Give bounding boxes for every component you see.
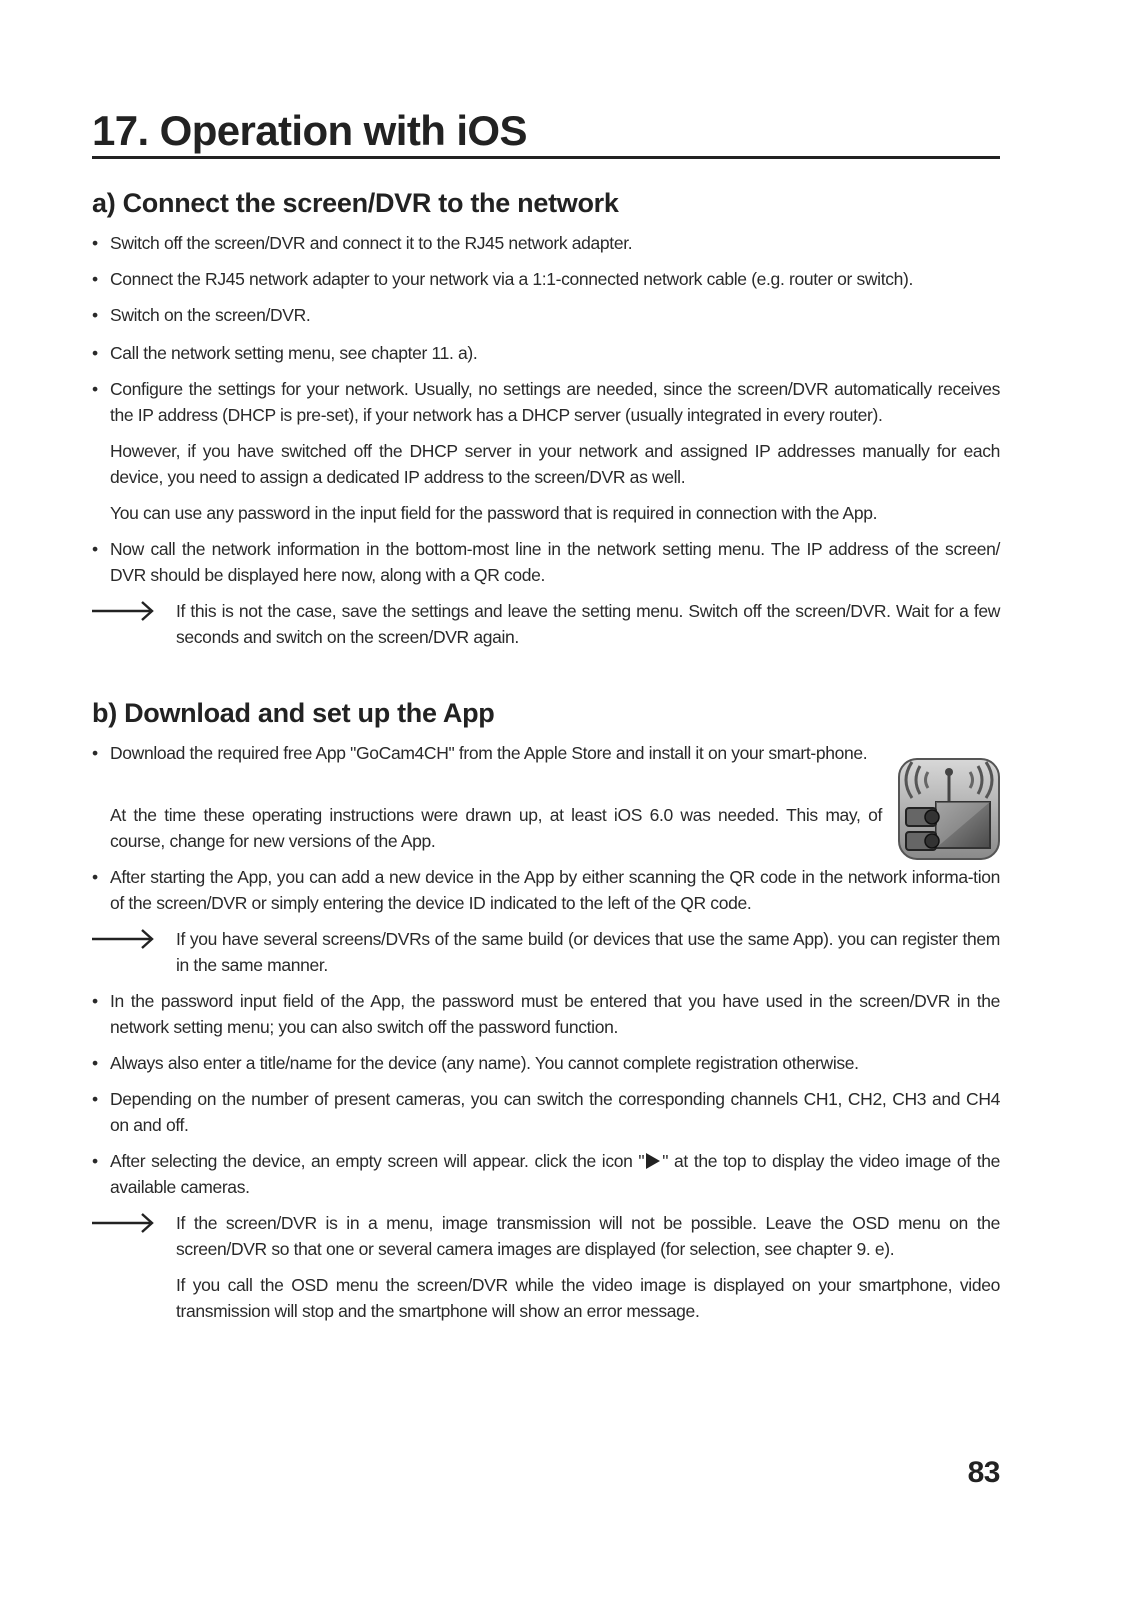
chapter-title-rule: [92, 156, 1000, 159]
gocam4ch-app-icon: [898, 758, 1000, 860]
paragraph-dhcp: However, if you have switched off the DHCP server in your network and assigned IP addresses manually for each device, you need to assign a dedicated IP address to the screen/DVR as well.: [110, 441, 1000, 487]
paragraph-password: You can use any password in the input field for the password that is required in connection with the App.: [110, 503, 878, 523]
right-arrow-icon: [92, 1210, 156, 1236]
right-arrow-icon: [92, 598, 156, 624]
right-arrow-icon: [92, 926, 156, 952]
chapter-title: 17. Operation with iOS: [92, 107, 527, 154]
play-icon: [646, 1153, 660, 1169]
paragraph-ios: At the time these operating instructions were drawn up, at least iOS 6.0 was needed. This may, of course, change for new versions of the App.: [110, 805, 882, 851]
section-b-title: b) Download and set up the App: [92, 698, 495, 728]
page-number: 83: [967, 1456, 1000, 1489]
section-a-title: a) Connect the screen/DVR to the network: [92, 188, 619, 218]
